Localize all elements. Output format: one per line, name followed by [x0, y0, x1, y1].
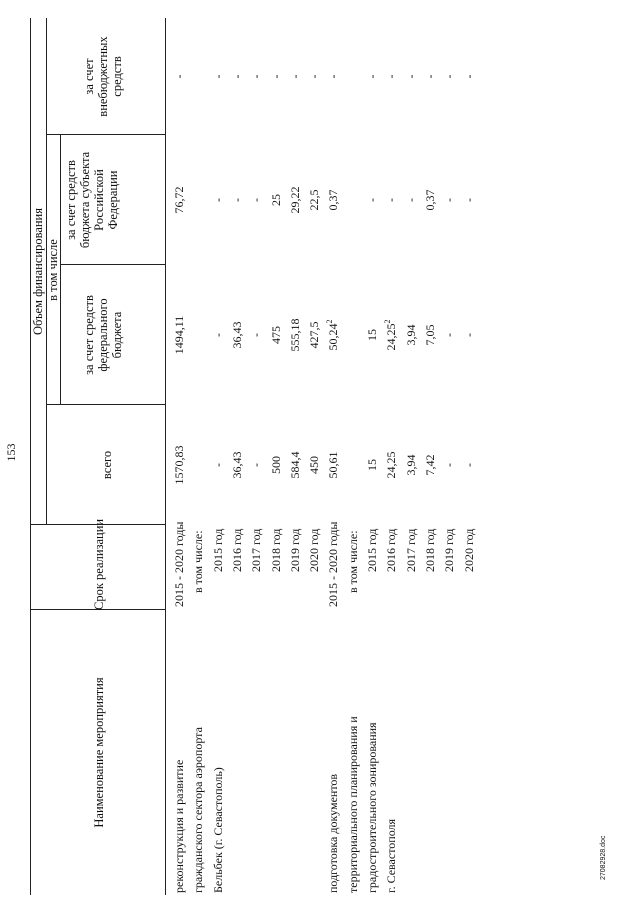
cell-total: 1570,83	[172, 445, 186, 485]
cell-federal: -	[442, 333, 457, 337]
cell-subject: 22,5	[307, 189, 322, 211]
cell-name: Бельбек (г. Севастополь)	[210, 767, 225, 893]
cell-total: 584,4	[287, 451, 302, 479]
table-row	[191, 0, 210, 905]
cell-federal: 36,43	[229, 321, 244, 349]
table-row	[346, 0, 365, 905]
table-row	[172, 0, 191, 905]
cell-federal	[384, 265, 398, 405]
cell-extra: -	[229, 74, 244, 79]
cell-federal: 475	[268, 326, 283, 344]
header-subject-line-4: Федерации	[106, 170, 120, 230]
cell-name: градостроительного зонирования	[365, 722, 379, 893]
cell-subject: -	[384, 198, 399, 202]
cell-extra: -	[307, 74, 322, 79]
cell-total: -	[461, 463, 476, 467]
cell-period: 2015 год	[365, 528, 379, 572]
header-extra-line-1: за счет	[82, 58, 96, 95]
cell-federal: 555,18	[287, 318, 302, 352]
table-row	[249, 0, 268, 905]
header-funding: Объем финансирования	[31, 208, 45, 335]
cell-name: реконструкция и развитие	[172, 759, 186, 893]
table-row	[462, 0, 481, 905]
cell-subject: 0,37	[326, 189, 341, 211]
cell-period: 2015 - 2020 годы	[172, 521, 186, 607]
cell-period: 2018 год	[422, 528, 437, 572]
cell-period: в том числе:	[345, 530, 360, 593]
header-subject-line-2: бюджета субъекта	[78, 151, 92, 249]
cell-subject: -	[229, 198, 244, 202]
cell-subject: -	[249, 198, 264, 202]
table-row	[404, 0, 423, 905]
cell-extra: -	[172, 74, 186, 79]
header-extra-line-2: внебюджетных	[96, 36, 110, 117]
table-row	[423, 0, 442, 905]
cell-period: в том числе:	[191, 530, 206, 593]
header-extra-line-3: средств	[110, 56, 124, 97]
table-row	[326, 0, 345, 905]
page-number: 153	[4, 443, 18, 462]
cell-extra: -	[403, 74, 418, 79]
cell-period: 2020 год	[307, 528, 322, 572]
header-federal-line-1: за счет средств	[82, 295, 96, 375]
footnote-marker: 2	[383, 319, 393, 324]
cell-total: -	[442, 463, 457, 467]
cell-total: -	[210, 463, 225, 467]
cell-total: 24,25	[384, 451, 399, 479]
cell-subject: -	[461, 198, 476, 202]
header-federal-line-2: федерального	[96, 298, 110, 372]
header-subject-line-3: Российской	[92, 169, 106, 231]
cell-federal	[326, 265, 340, 405]
cell-subject: -	[403, 198, 418, 202]
header-subject-line-1: за счет средств	[64, 160, 78, 240]
cell-total: -	[249, 463, 264, 467]
cell-period: 2019 год	[287, 528, 302, 572]
cell-subject: -	[442, 198, 457, 202]
table-row	[288, 0, 307, 905]
cell-federal: 427,5	[307, 321, 322, 349]
cell-name: г. Севастополя	[384, 818, 399, 893]
cell-period: 2017 год	[249, 528, 264, 572]
cell-extra: -	[365, 74, 379, 79]
cell-extra: -	[461, 74, 476, 79]
cell-extra: -	[210, 74, 225, 79]
header-total: всего	[100, 450, 114, 480]
cell-extra: -	[268, 74, 283, 79]
cell-period: 2015 год	[210, 528, 225, 572]
document-id: 27082928.doc	[600, 835, 607, 880]
cell-name: гражданского сектора аэропорта	[191, 727, 206, 893]
cell-period: 2016 год	[384, 528, 399, 572]
header-federal-line-3: бюджета	[110, 311, 124, 359]
cell-federal-value: 50,24	[326, 323, 341, 351]
header-including: в том числе	[46, 239, 60, 301]
cell-total: 7,42	[422, 454, 437, 476]
cell-subject: 25	[268, 194, 283, 206]
cell-federal: -	[210, 333, 225, 337]
cell-total: 500	[268, 456, 283, 474]
cell-extra: -	[422, 74, 437, 79]
cell-total: 15	[365, 459, 379, 471]
cell-subject: 76,72	[172, 186, 186, 214]
cell-federal: -	[249, 333, 264, 337]
cell-period: 2019 год	[442, 528, 457, 572]
table-row	[269, 0, 288, 905]
cell-subject: 0,37	[422, 189, 437, 211]
cell-federal: 7,05	[422, 324, 437, 346]
cell-name: территориального планирования и	[345, 716, 360, 893]
cell-federal-value: 24,25	[384, 323, 399, 351]
cell-period: 2016 год	[229, 528, 244, 572]
cell-period: 2017 год	[403, 528, 418, 572]
cell-extra: -	[442, 74, 457, 79]
table-row	[307, 0, 326, 905]
cell-period: 2018 год	[268, 528, 283, 572]
cell-subject: 29,22	[287, 186, 302, 214]
cell-federal: 1494,11	[172, 315, 186, 355]
cell-name: подготовка документов	[326, 773, 341, 893]
cell-subject: -	[365, 198, 379, 202]
cell-period: 2020 год	[461, 528, 476, 572]
cell-total: 3,94	[403, 454, 418, 476]
header-period: Срок реализации	[92, 518, 106, 610]
cell-total: 36,43	[229, 451, 244, 479]
table-row	[442, 0, 461, 905]
footnote-marker: 2	[325, 319, 335, 324]
cell-extra: -	[249, 74, 264, 79]
cell-period: 2015 - 2020 годы	[326, 521, 341, 607]
header-name: Наименование мероприятия	[92, 677, 106, 828]
cell-extra: -	[384, 74, 399, 79]
cell-extra: -	[326, 74, 341, 79]
table-row	[230, 0, 249, 905]
cell-federal: -	[461, 333, 476, 337]
table-row	[211, 0, 230, 905]
table-row	[384, 0, 403, 905]
cell-extra: -	[287, 74, 302, 79]
cell-subject: -	[210, 198, 225, 202]
cell-total: 50,61	[326, 451, 341, 479]
cell-total: 450	[307, 456, 322, 474]
table-row	[365, 0, 384, 905]
cell-federal: 3,94	[403, 324, 418, 346]
cell-federal: 15	[365, 329, 379, 341]
